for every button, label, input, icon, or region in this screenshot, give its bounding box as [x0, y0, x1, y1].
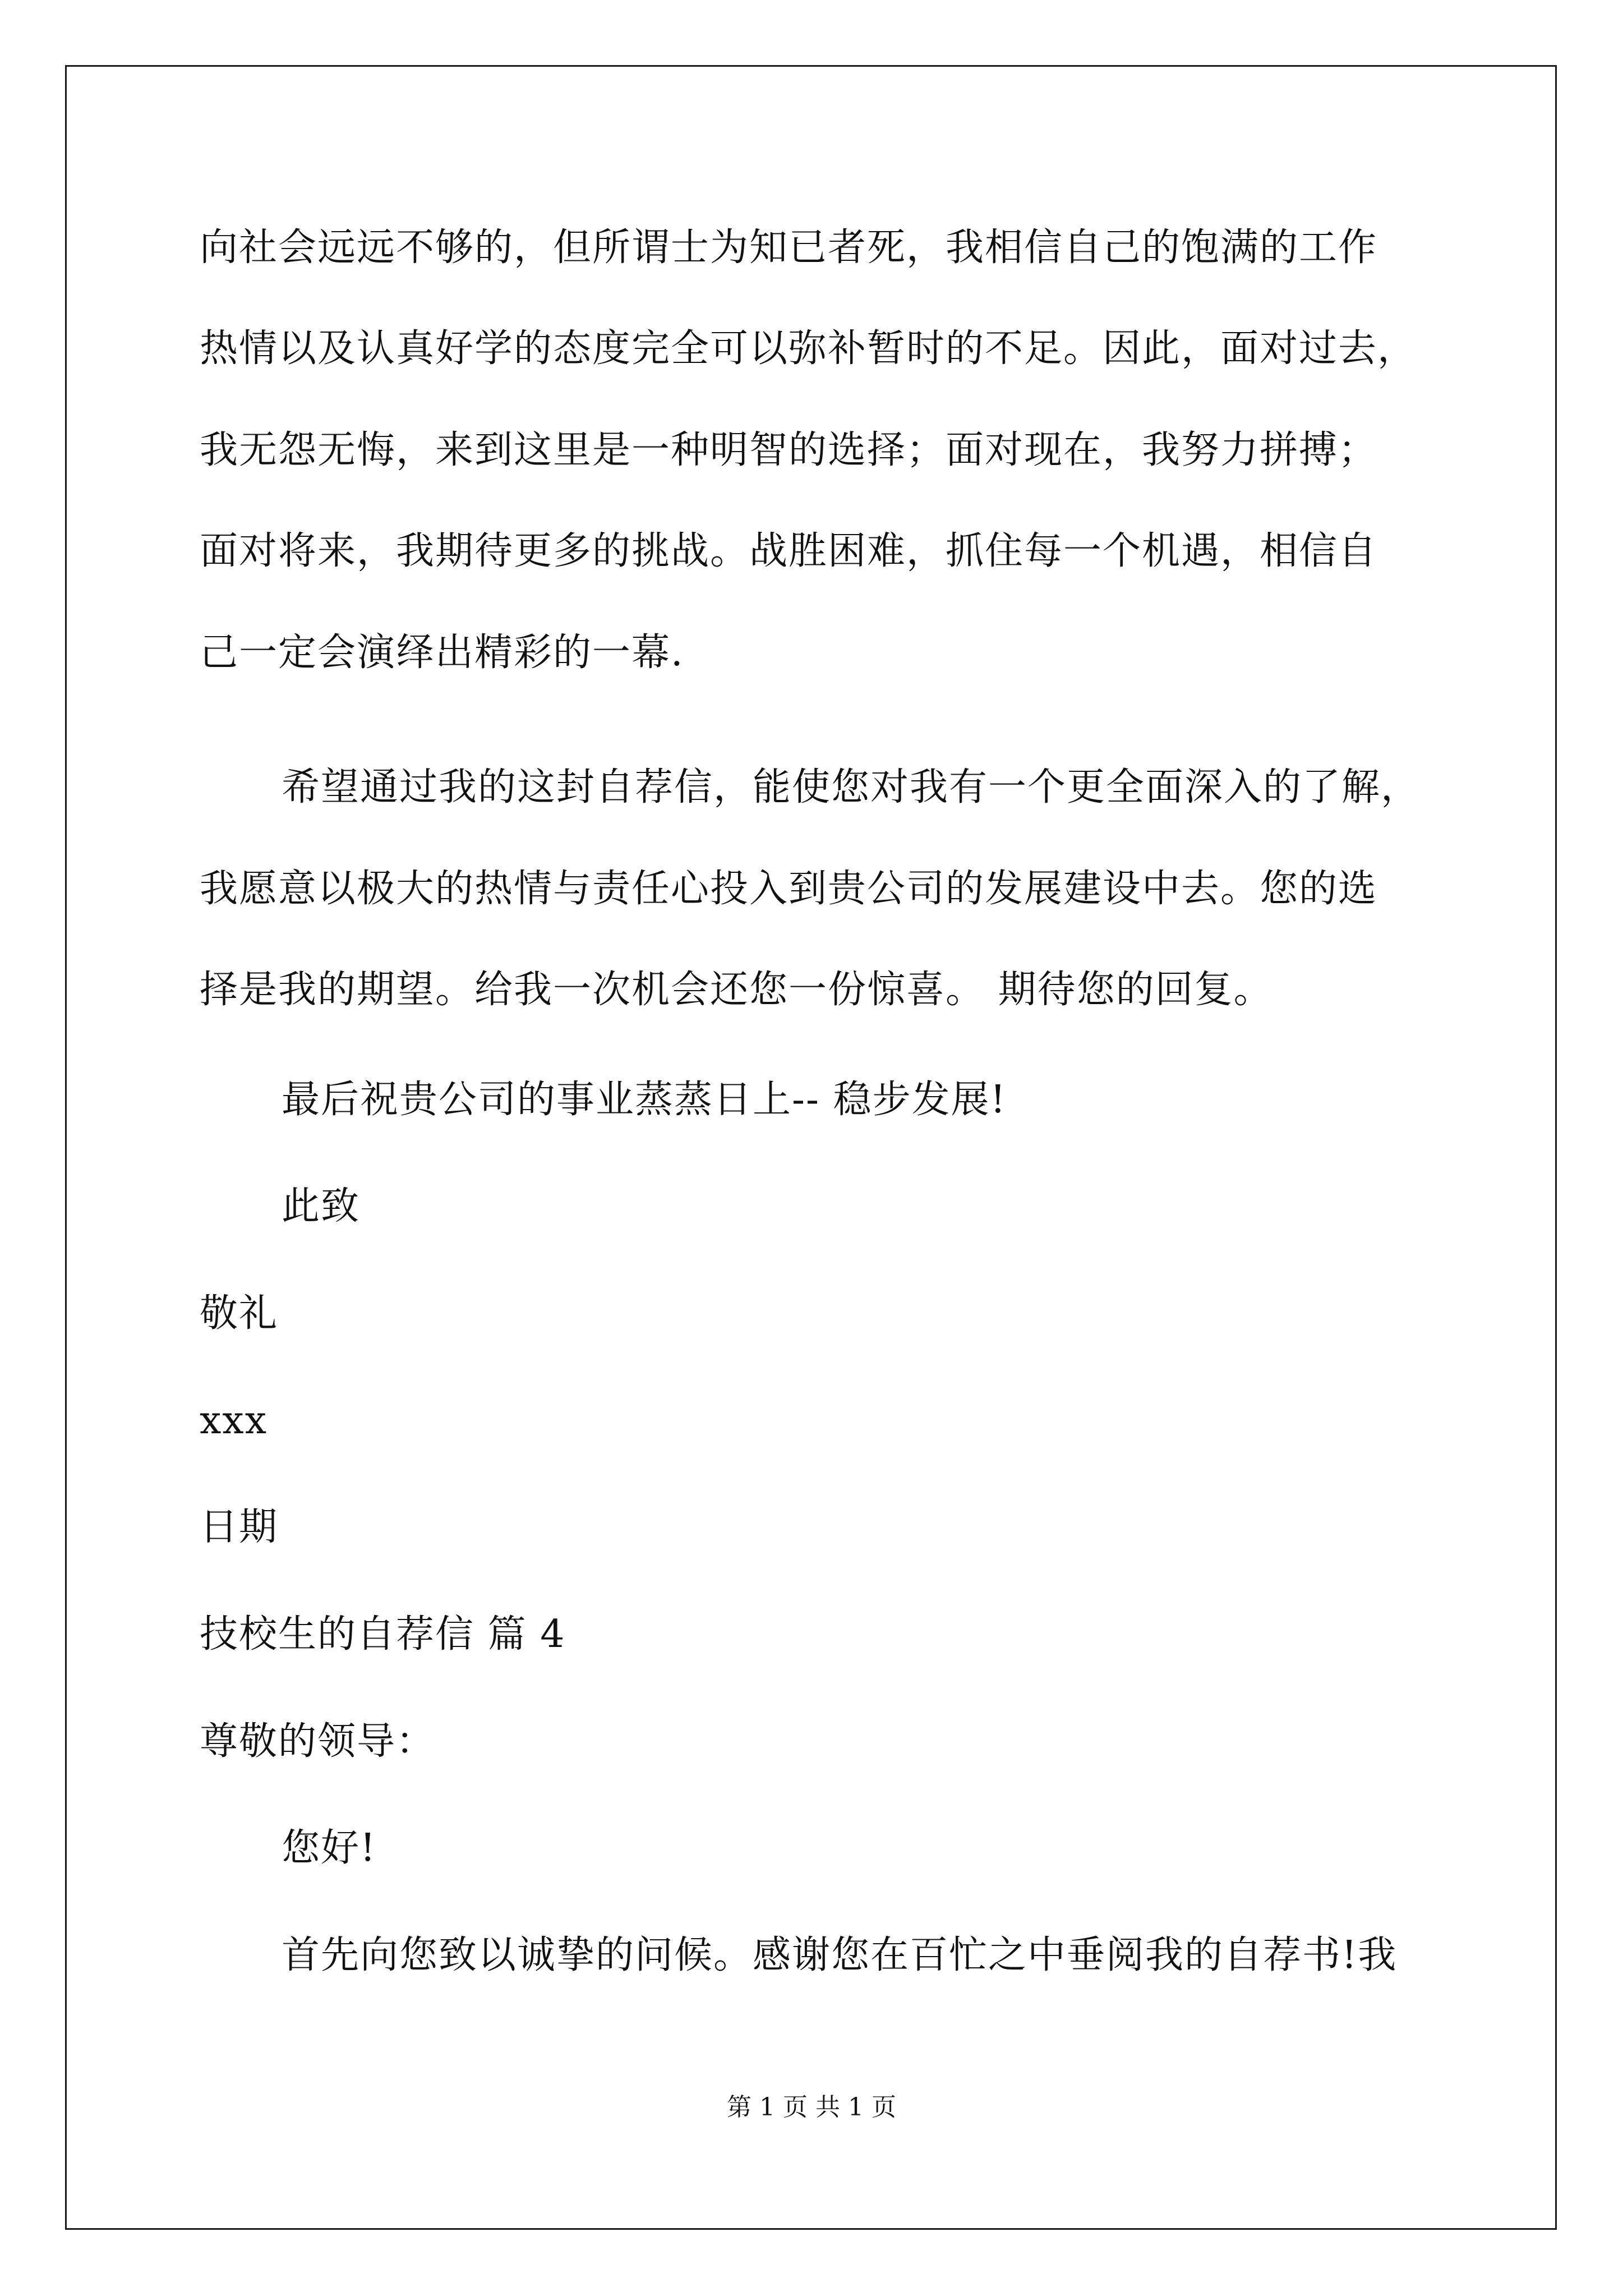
- body-line-17: 首先向您致以诚挚的问候。感谢您在百忙之中垂阅我的自荐书!我: [282, 1933, 1398, 1977]
- body-line-6: 希望通过我的这封自荐信，能使您对我有一个更全面深入的了解，: [282, 765, 1421, 809]
- body-line-1: 向社会远远不够的，但所谓士为知已者死，我相信自己的饱满的工作: [200, 226, 1378, 270]
- body-line-3: 我无怨无悔，来到这里是一种明智的选择；面对现在，我努力拼搏；: [200, 428, 1378, 472]
- body-line-13: 日期: [200, 1505, 279, 1549]
- body-line-12: xxx: [200, 1398, 268, 1443]
- body-line-16: 您好!: [282, 1826, 377, 1870]
- body-line-7: 我愿意以极大的热情与责任心投入到贵公司的发展建设中去。您的选: [200, 867, 1378, 911]
- body-line-11: 敬礼: [200, 1291, 279, 1336]
- body-line-8: 择是我的期望。给我一次机会还您一份惊喜。 期待您的回复。: [200, 968, 1273, 1012]
- body-line-15: 尊敬的领导：: [200, 1719, 436, 1764]
- body-line-5: 己一定会演绎出精彩的一幕.: [200, 631, 684, 675]
- body-line-10: 此致: [282, 1184, 361, 1228]
- page-footer: 第 1 页 共 1 页: [727, 2093, 896, 2122]
- page-border: [65, 65, 1557, 2230]
- body-line-14: 技校生的自荐信 篇 4: [200, 1612, 566, 1657]
- body-line-4: 面对将来，我期待更多的挑战。战胜困难，抓住每一个机遇，相信自: [200, 529, 1378, 573]
- body-line-9: 最后祝贵公司的事业蒸蒸日上-- 稳步发展!: [282, 1078, 1007, 1122]
- body-line-2: 热情以及认真好学的态度完全可以弥补暂时的不足。因此，面对过去，: [200, 326, 1417, 371]
